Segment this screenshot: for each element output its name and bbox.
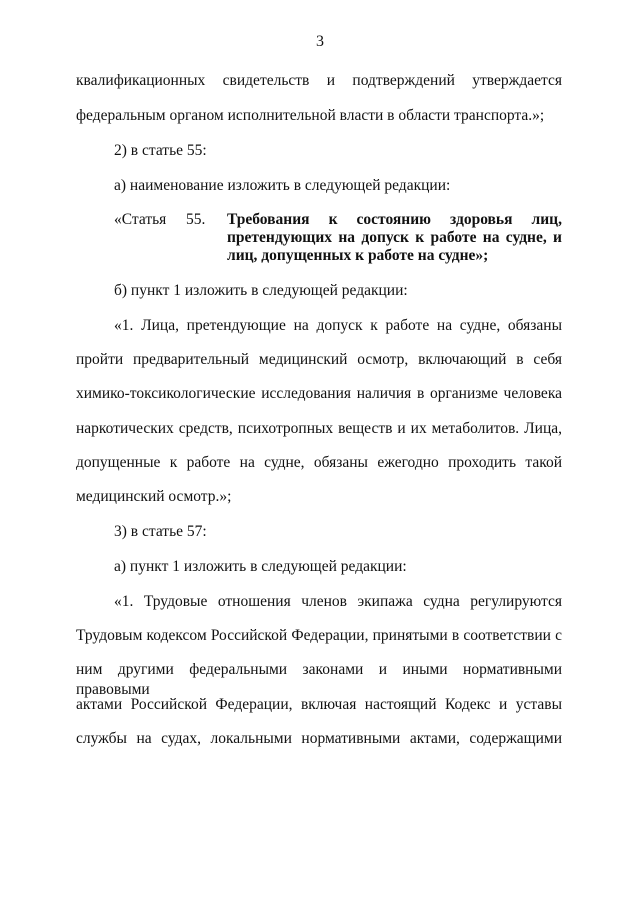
text-line: а) наименование изложить в следующей редакции:: [114, 177, 451, 194]
article-title-line: лиц, допущенных к работе на судне»;: [227, 247, 489, 264]
text-line: пройти предварительный медицинский осмотр, включающий в себя: [76, 351, 562, 368]
article-number: 55.: [186, 211, 206, 228]
text-line: «1. Лица, претендующие на допуск к работе на судне, обязаны: [114, 317, 562, 334]
text-line: химико-токсикологические исследования наличия в организме человека: [76, 385, 562, 402]
text-line: наркотических средств, психотропных веществ и их метаболитов. Лица,: [76, 420, 562, 437]
text-line: квалификационных свидетельств и подтверждений утверждается: [76, 72, 562, 89]
text-line: 3) в статье 57:: [114, 523, 207, 540]
text-line: допущенные к работе на судне, обязаны ежегодно проходить такой: [76, 454, 562, 471]
text-line: б) пункт 1 изложить в следующей редакции:: [114, 282, 408, 299]
text-line: федеральным органом исполнительной власти в области транспорта.»;: [76, 107, 545, 124]
text-line: «1. Трудовые отношения членов экипажа судна регулируются: [114, 593, 562, 610]
article-label: «Статья: [114, 211, 167, 228]
text-line: Трудовым кодексом Российской Федерации, принятыми в соответствии с: [76, 627, 562, 644]
text-line: ним другими федеральными законами и иными нормативными правовыми: [76, 661, 562, 698]
article-title-line: Требования к состоянию здоровья лиц,: [227, 211, 562, 228]
text-line: медицинский осмотр.»;: [76, 488, 232, 505]
text-line: а) пункт 1 изложить в следующей редакции:: [114, 558, 407, 575]
text-line: службы на судах, локальными нормативными актами, содержащими: [76, 730, 562, 747]
text-line: актами Российской Федерации, включая настоящий Кодекс и уставы: [76, 696, 562, 713]
article-title-line: претендующих на допуск к работе на судне, и: [227, 229, 562, 246]
text-line: 2) в статье 55:: [114, 142, 207, 159]
page-number: 3: [316, 33, 324, 50]
